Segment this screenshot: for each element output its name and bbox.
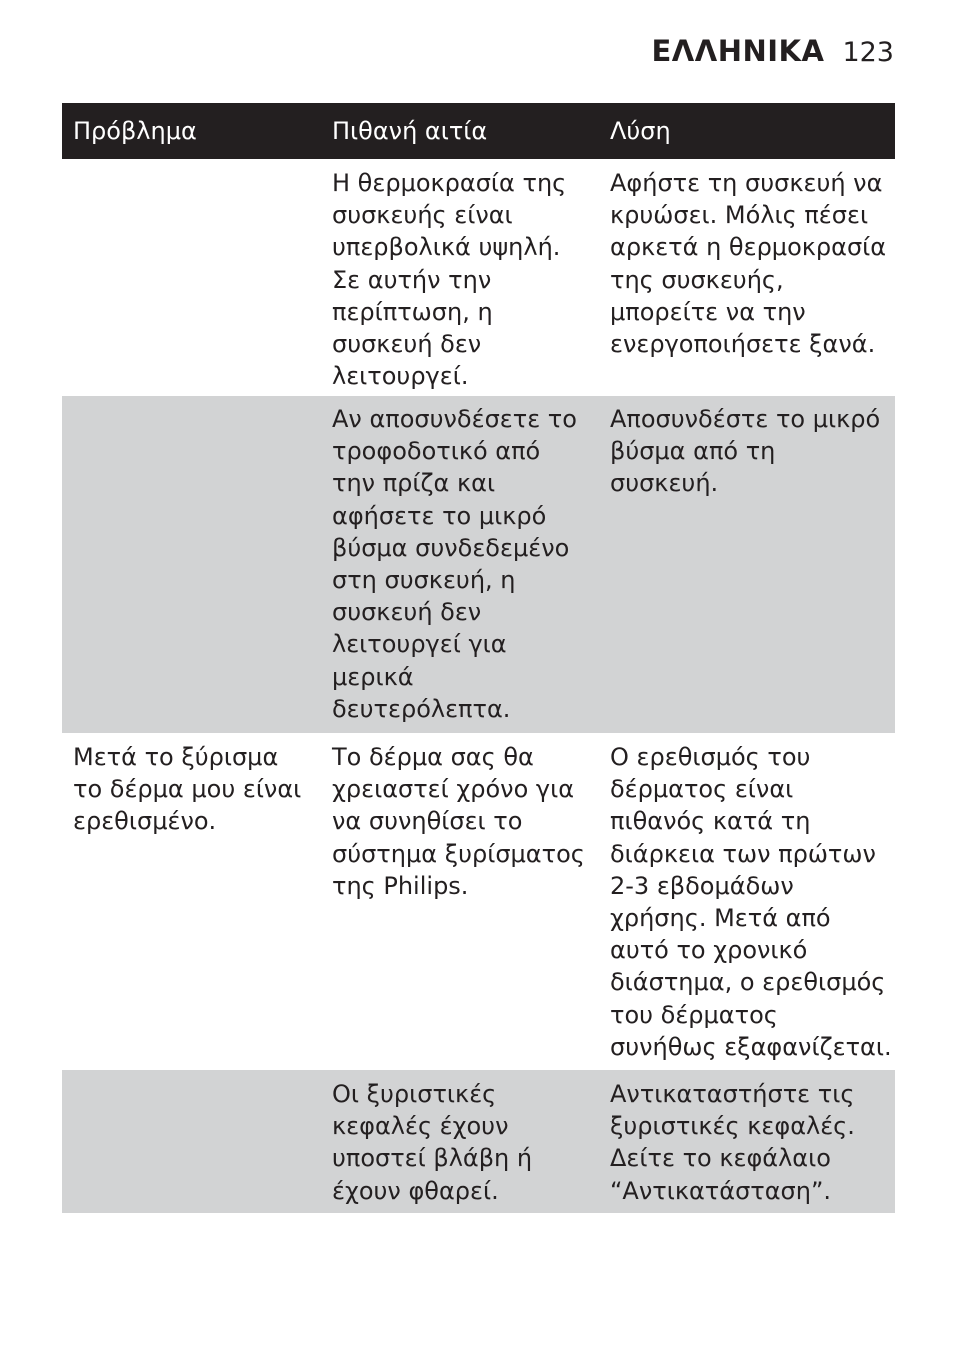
- column-header-problem: Πρόβλημα: [73, 117, 197, 145]
- section-language-title: ΕΛΛΗΝΙΚΑ: [651, 34, 825, 68]
- solution-cell: Αφήστε τη συσκευή να κρυώσει. Μόλις πέσει αρκετά η θερμοκρασία της συσκευής, μπορείτε να την ενεργοποιήσετε ξανά.: [610, 169, 887, 359]
- solution-cell: Ο ερεθισμός του δέρματος είναι πιθανός κατά τη διάρκεια των πρώτων 2-3 εβδομάδων χρήσης. Μετά από αυτό το χρονικό διάστημα, ο ερεθισμός του δέρματος συνήθως εξαφανίζεται.: [610, 743, 892, 1061]
- cause-cell: Η θερμοκρασία της συσκευής είναι υπερβολικά υψηλή. Σε αυτήν την περίπτωση, η συσκευή δεν λειτουργεί.: [332, 169, 567, 391]
- page-header: [652, 34, 895, 68]
- solution-cell: Αποσυνδέστε το μικρό βύσμα από τη συσκευή.: [610, 405, 881, 498]
- table-row: [62, 733, 895, 1070]
- cause-cell: Οι ξυριστικές κεφαλές έχουν υποστεί βλάβη ή έχουν φθαρεί.: [332, 1080, 533, 1205]
- problem-cell: Μετά το ξύρισμα το δέρμα μου είναι ερεθισμένο.: [73, 743, 302, 836]
- cause-cell: Αν αποσυνδέσετε το τροφοδοτικό από την πρίζα και αφήσετε το μικρό βύσμα συνδεδεμένο στη συσκευή, η συσκευή δεν λειτουργεί για μερικά δευτερόλεπτα.: [332, 405, 577, 723]
- solution-cell: Αντικαταστήστε τις ξυριστικές κεφαλές. Δείτε το κεφάλαιο “Αντικατάσταση”.: [610, 1080, 855, 1205]
- column-header-solution: Λύση: [610, 117, 671, 145]
- table-row: [62, 396, 895, 733]
- problem-cell: [62, 403, 322, 733]
- problem-cell: [62, 1078, 322, 1213]
- page-number: 123: [842, 37, 894, 68]
- cause-cell: Το δέρμα σας θα χρειαστεί χρόνο για να συνηθίσει το σύστημα ξυρίσματος της Philips.: [332, 743, 585, 900]
- problem-cell: [62, 167, 322, 396]
- column-header-cause: Πιθανή αιτία: [332, 117, 488, 145]
- table-row: [62, 1070, 895, 1213]
- table-header-row: [62, 103, 895, 159]
- troubleshooting-table: [62, 103, 895, 1213]
- table-row: [62, 159, 895, 396]
